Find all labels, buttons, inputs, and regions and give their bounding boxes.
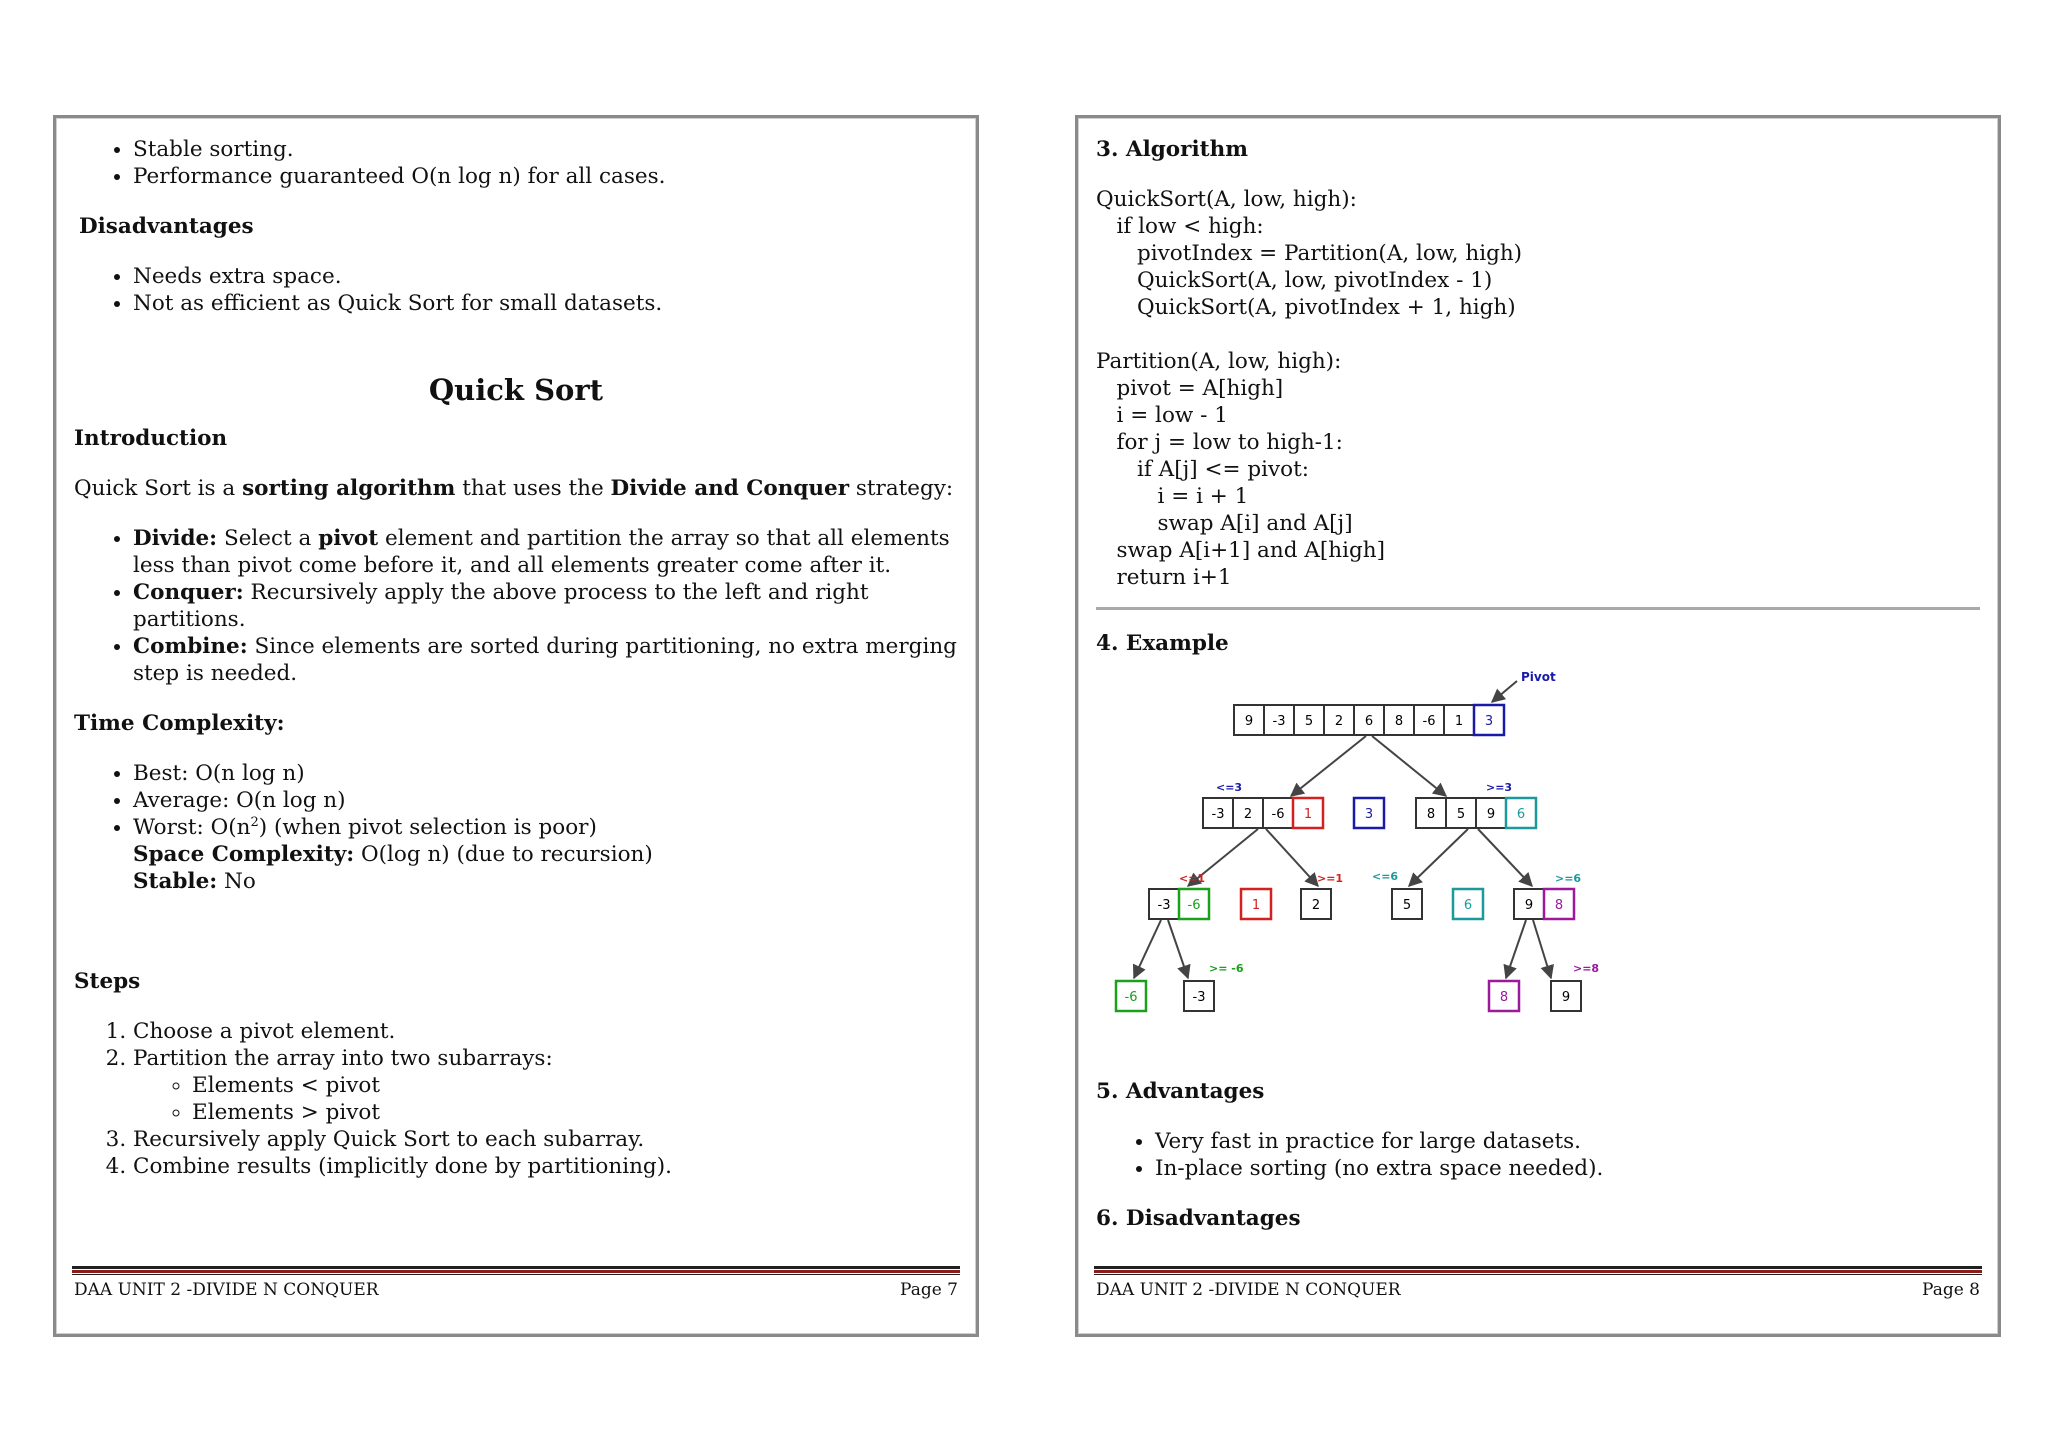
list-item: • Conquer: Recursively apply the above process to the left and right partitions. (133, 579, 958, 633)
array-cell: 2 (1334, 714, 1344, 729)
node-2 (1301, 889, 1331, 919)
array-cell: 1 (1454, 714, 1464, 729)
label-le1: <=1 (1179, 872, 1206, 885)
divider (1096, 607, 1980, 610)
pseudocode-block: QuickSort(A, low, high): if low < high: pivotIndex = Partition(A, low, high) QuickSort(A, low, pivotIndex - 1) QuickSort(A, pivotIndex + 1, high) Partition(A, low, high): pivot = A[high] i = low - 1 for j = low to high-1: if A[j] <= pivot: i = i + 1 swap A[i] and A[j] swap A[i+1] and A[high] return i+1 (1096, 187, 1523, 590)
node-5 (1392, 889, 1422, 919)
node-8 (1489, 981, 1519, 1011)
page-8-content (1096, 136, 1980, 1232)
right-partition-2 (1514, 889, 1574, 919)
array-cell: 9 (1244, 714, 1254, 729)
array-cell-pivot: 1 (1303, 807, 1313, 822)
array-cell: -6 (1124, 990, 1138, 1005)
list-item: • Divide: Select a pivot element and partition the array so that all elements less than pivot come before it, and all elements greater come after it. (133, 525, 958, 579)
advantages-heading: 5. Advantages (1096, 1079, 1265, 1104)
label-ge1: >=1 (1317, 872, 1344, 885)
array-cell: 9 (1561, 990, 1571, 1005)
steps-heading: Steps (74, 969, 141, 994)
array-cell: 6 (1463, 898, 1473, 913)
array-cell: 2 (1311, 898, 1321, 913)
left-partition-1 (1203, 798, 1323, 828)
divide-conquer-list (74, 525, 958, 687)
time-complexity-heading: Time Complexity: (74, 711, 285, 736)
pivot-3-node (1354, 798, 1384, 828)
root-array (1234, 705, 1504, 735)
sublist (133, 1072, 958, 1126)
disadvantages-heading: 6. Disadvantages (1096, 1206, 1301, 1231)
advantages-list (1096, 1128, 1980, 1182)
pivot-6-node (1453, 889, 1483, 919)
list-item: 1. Choose a pivot element. (133, 1018, 958, 1045)
node-9 (1551, 981, 1581, 1011)
array-cell: -3 (1211, 807, 1225, 822)
array-cell: 9 (1486, 807, 1496, 822)
list-item: 4. Combine results (implicitly done by partitioning). (133, 1153, 958, 1180)
label-ge8: >=8 (1573, 962, 1600, 975)
example-heading: 4. Example (1096, 631, 1229, 656)
introduction-heading: Introduction (74, 426, 228, 451)
page-number: Page 7 (900, 1280, 958, 1300)
intro-paragraph: Quick Sort is a sorting algorithm that uses the Divide and Conquer strategy: (74, 476, 954, 501)
array-cell-pivot: -6 (1187, 898, 1201, 913)
list-item: • Average: O(n log n) (133, 787, 958, 814)
steps-list (74, 1018, 958, 1180)
list-item: 3. Recursively apply Quick Sort to each subarray. (133, 1126, 958, 1153)
array-cell: 8 (1394, 714, 1404, 729)
list-item: • Best: O(n log n) (133, 760, 958, 787)
quicksort-example-diagram (1096, 671, 1981, 1071)
pivot-label: Pivot (1521, 671, 1556, 684)
list-item: ◦ Elements < pivot (192, 1072, 958, 1099)
list-item: • Stable sorting. (133, 136, 958, 163)
array-cell: 5 (1402, 898, 1412, 913)
right-partition-1 (1416, 798, 1536, 828)
list-item: • Worst: $O(n^2)$ (when pivot selection is poor) Space Complexity: O(log n) (due to recursion) Stable: No (133, 814, 958, 895)
label-ge6: >=6 (1555, 872, 1582, 885)
left-partition-2 (1149, 889, 1209, 919)
list-item: 2. Partition the array into two subarrays: ◦ Elements < pivot ◦ Elements > pivot (133, 1045, 958, 1126)
list-item: • Not as efficient as Quick Sort for small datasets. (133, 290, 958, 317)
footer-rule (72, 1266, 960, 1275)
array-cell: 8 (1499, 990, 1509, 1005)
page-7 (53, 115, 979, 1337)
list-item: • In-place sorting (no extra space needed). (1155, 1155, 1980, 1182)
array-cell: 5 (1456, 807, 1466, 822)
array-cell: -3 (1157, 898, 1171, 913)
list-item: • Combine: Since elements are sorted during partitioning, no extra merging step is needed. (133, 633, 958, 687)
array-cell: 8 (1426, 807, 1436, 822)
footer (74, 1280, 958, 1300)
list-item: • Needs extra space. (133, 263, 958, 290)
array-cell: 3 (1364, 807, 1374, 822)
list-item: ◦ Elements > pivot (192, 1099, 958, 1126)
algorithm-heading: 3. Algorithm (1096, 137, 1248, 162)
array-cell: 2 (1243, 807, 1253, 822)
section-title: Quick Sort (428, 373, 604, 407)
page-number: Page 8 (1922, 1280, 1980, 1300)
disadvantages-heading: Disadvantages (79, 214, 254, 239)
footer-rule (1094, 1266, 1982, 1275)
time-complexity-list (74, 760, 958, 895)
label-ge3: >=3 (1486, 781, 1513, 794)
array-cell: -3 (1192, 990, 1206, 1005)
list-item: • Performance guaranteed O(n log n) for all cases. (133, 163, 958, 190)
array-cell-pivot: 8 (1554, 898, 1564, 913)
page-7-content (74, 136, 958, 1180)
array-cell-pivot: 6 (1516, 807, 1526, 822)
array-cell: 1 (1251, 898, 1261, 913)
footer-title: DAA UNIT 2 -DIVIDE N CONQUER (74, 1280, 379, 1300)
merge-sort-advantages-list (74, 136, 958, 190)
label-ge-minus6: >= -6 (1209, 962, 1244, 975)
array-cell-pivot: 3 (1484, 714, 1494, 729)
list-item: • Very fast in practice for large datasets. (1155, 1128, 1980, 1155)
array-cell: 9 (1524, 898, 1534, 913)
array-cell: 6 (1364, 714, 1374, 729)
pivot-1-node (1241, 889, 1271, 919)
array-cell: -6 (1422, 714, 1436, 729)
node-minus3 (1184, 981, 1214, 1011)
array-cell: 5 (1304, 714, 1314, 729)
label-le3: <=3 (1216, 781, 1243, 794)
footer (1096, 1280, 1980, 1300)
merge-sort-disadvantages-list (74, 263, 958, 317)
footer-title: DAA UNIT 2 -DIVIDE N CONQUER (1096, 1280, 1401, 1300)
node-minus6 (1116, 981, 1146, 1011)
array-cell: -6 (1271, 807, 1285, 822)
label-le6: <=6 (1372, 870, 1399, 883)
page-8 (1075, 115, 2001, 1337)
array-cell: -3 (1272, 714, 1286, 729)
